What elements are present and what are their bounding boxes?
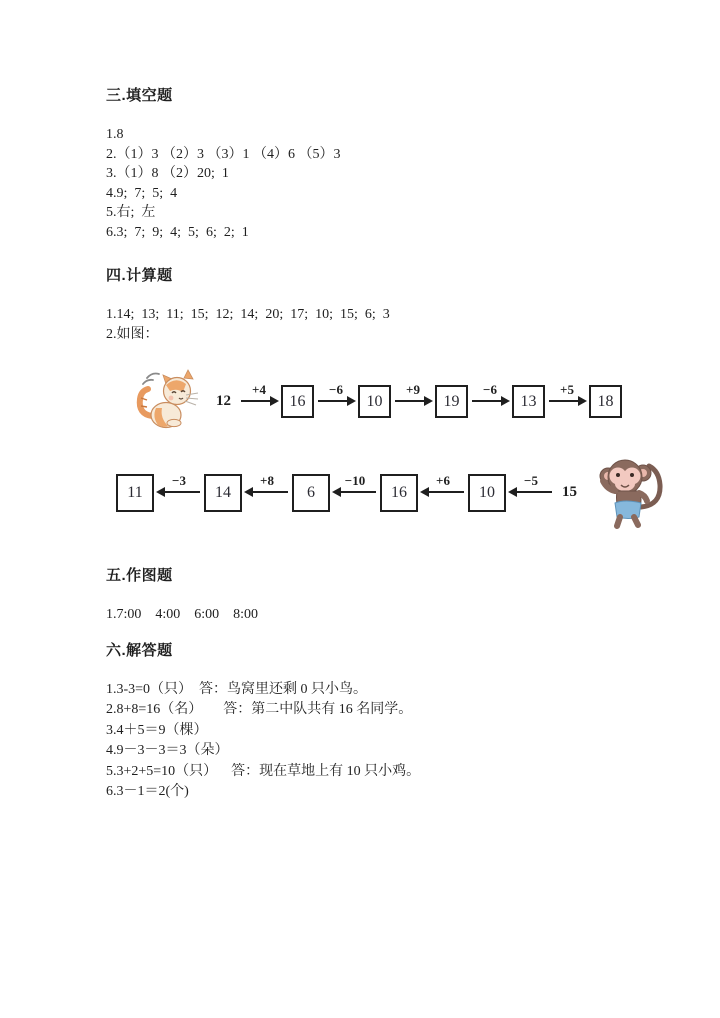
operation-label: −5 [524,473,538,488]
arrow-right-icon [318,400,354,402]
answer-line: 6.3; 7; 9; 4; 5; 6; 2; 1 [106,224,249,240]
chain-box: 6 [292,474,330,512]
chain-step [549,383,585,402]
answer-line: 3.4＋5＝9（棵） [106,722,208,738]
arrow-right-icon [549,400,585,402]
arrow-left-icon [422,491,464,493]
cat-image [134,368,200,435]
operation-label: −6 [329,382,343,397]
section-title-fill-blanks: 三.填空题 [106,87,173,104]
arrow-right-icon [395,400,431,402]
chain-step [246,474,288,493]
drawing-answers [106,605,680,625]
answer-line: 2.（1）3 （2）3 （3）1 （4）6 （5）3 [106,146,341,162]
chain-step [241,383,277,402]
answer-line: 1.3-3=0（只） 答：鸟窝里还剩 0 只小鸟。 [106,681,368,697]
section-title-calculation: 四.计算题 [106,267,173,284]
chain-box: 10 [358,385,391,418]
operation-label: −3 [172,473,186,488]
answer-line: 1.8 [106,127,124,142]
cat-paw [167,419,181,426]
operation-label: +8 [260,473,274,488]
answer-line: 1.7:00 4:00 6:00 8:00 [106,607,259,622]
chain-step [158,474,200,493]
answer-line: 4.9; 7; 5; 4 [106,185,178,201]
motion-line [143,380,153,384]
answer-line: 1.14; 13; 11; 15; 12; 14; 20; 17; 10; 15; 6; 3 [106,307,390,322]
arrow-right-icon [241,400,277,402]
chain-row-monkey [116,449,680,536]
operation-label: +4 [252,382,266,397]
arrow-left-icon [246,491,288,493]
chain-step [472,383,508,402]
chain-box: 16 [281,385,314,418]
fill-blanks-answers [106,125,680,242]
answer-line: 5.右; 左 [106,205,156,220]
chain-box: 18 [589,385,622,418]
chain-step [422,474,464,493]
cat-cheek [169,396,174,401]
motion-line [147,374,159,379]
operation-label: +6 [436,473,450,488]
section-title-drawing: 五.作图题 [106,567,173,584]
calculation-answers [106,305,680,344]
operation-label: +5 [560,382,574,397]
number-chain-diagram [106,368,680,536]
chain-box: 16 [380,474,418,512]
chain-step [395,383,431,402]
chain-step [334,474,376,493]
arrow-left-icon [510,491,552,493]
answer-line: 4.9－3－3＝3（朵） [106,743,229,758]
arrow-left-icon [158,491,200,493]
cat-tail [140,389,152,416]
answer-line: 3.（1）8 （2）20; 1 [106,166,229,181]
chain-start-number: 12 [216,393,231,409]
chain-row-cat [134,368,680,435]
operation-label: +9 [406,382,420,397]
chain-box: 11 [116,474,154,512]
monkey-muzzle [615,477,635,491]
cat-ear-right [184,370,193,379]
answer-line: 2.如图： [106,326,159,342]
word-problem-answers [106,680,680,803]
chain-box: 19 [435,385,468,418]
section-title-word-problems: 六.解答题 [106,641,173,659]
operation-label: −10 [344,473,366,488]
answer-line: 6.3－1＝2(个) [106,784,189,799]
chain-box: 14 [204,474,242,512]
monkey-eye [616,473,620,477]
chain-step [510,474,552,493]
chain-start-number: 15 [562,484,577,500]
arrow-right-icon [472,400,508,402]
chain-box: 13 [512,385,545,418]
arrow-left-icon [334,491,376,493]
chain-step [318,383,354,402]
monkey-eye [630,473,634,477]
operation-label: −6 [483,382,497,397]
answer-line: 2.8+8=16（名） 答：第二中队共有 16 名同学。 [106,702,413,717]
monkey-image [591,449,671,536]
answer-line: 5.3+2+5=10（只） 答：现在草地上有 10 只小鸡。 [106,763,421,779]
chain-box: 10 [468,474,506,512]
